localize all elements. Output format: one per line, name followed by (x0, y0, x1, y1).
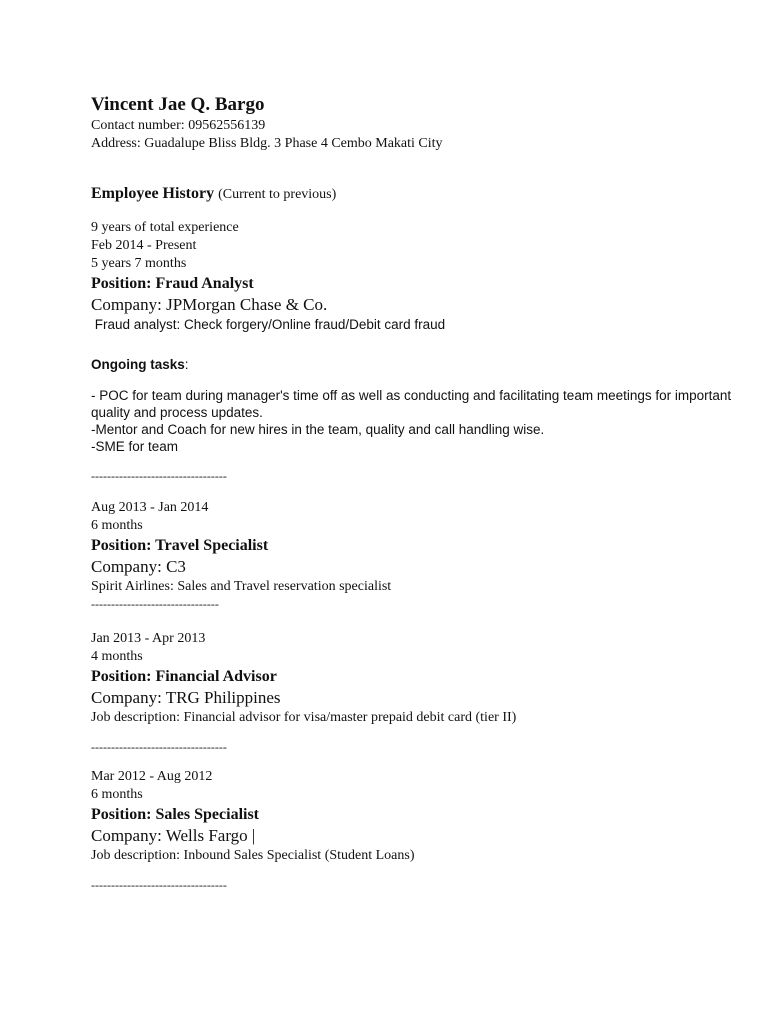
section-subtitle: (Current to previous) (218, 187, 337, 202)
job-company: Company: JPMorgan Chase & Co. (91, 295, 328, 314)
section-title: Employee History (91, 185, 215, 202)
ongoing-tasks-heading (91, 356, 741, 373)
ongoing-tasks-colon: : (184, 357, 189, 372)
total-experience: 9 years of total experience (91, 220, 239, 235)
job-dates: Feb 2014 - Present (91, 238, 197, 253)
job-description: Job description: Inbound Sales Specialist (Student Loans) (91, 848, 415, 863)
separator-line: ---------------------------------- (91, 740, 227, 754)
task-item: - POC for team during manager's time off as well as conducting and facilitating team meetings for important quality and process updates. (91, 388, 732, 420)
employee-history-heading (91, 182, 741, 207)
job-position: Position: Financial Advisor (91, 668, 277, 685)
contact-number: Contact number: 09562556139 (91, 118, 266, 133)
job-entry (91, 768, 741, 893)
job-position: Position: Sales Specialist (91, 806, 260, 823)
task-item: -SME for team (91, 439, 179, 454)
job-company: Company: TRG Philippines (91, 688, 281, 707)
job-duration: 5 years 7 months (91, 256, 187, 271)
job-position: Position: Travel Specialist (91, 537, 269, 554)
ongoing-tasks-label: Ongoing tasks (91, 357, 185, 372)
task-list (91, 387, 741, 455)
job-company: Company: Wells Fargo | (91, 826, 256, 845)
job-duration: 4 months (91, 649, 143, 664)
address: Address: Guadalupe Bliss Bldg. 3 Phase 4 Cembo Makati City (91, 136, 443, 151)
job-entry (91, 499, 741, 612)
job-description: Spirit Airlines: Sales and Travel reservation specialist (91, 579, 392, 594)
job-entry (91, 630, 741, 755)
job-description: Fraud analyst: Check forgery/Online fraud/Debit card fraud (91, 317, 446, 332)
job-duration: 6 months (91, 787, 143, 802)
separator-line: ---------------------------------- (91, 469, 227, 483)
job-dates: Mar 2012 - Aug 2012 (91, 769, 213, 784)
task-item: -Mentor and Coach for new hires in the team, quality and call handling wise. (91, 422, 545, 437)
job-dates: Aug 2013 - Jan 2014 (91, 500, 209, 515)
candidate-name: Vincent Jae Q. Bargo (91, 94, 265, 115)
job-dates: Jan 2013 - Apr 2013 (91, 631, 206, 646)
job-entry (91, 237, 741, 484)
job-duration: 6 months (91, 518, 143, 533)
separator-line: -------------------------------- (91, 597, 219, 611)
separator-line: ---------------------------------- (91, 878, 227, 892)
resume-document (91, 93, 741, 893)
job-company: Company: C3 (91, 557, 186, 576)
job-position: Position: Fraud Analyst (91, 275, 254, 292)
job-description: Job description: Financial advisor for visa/master prepaid debit card (tier II) (91, 710, 517, 725)
